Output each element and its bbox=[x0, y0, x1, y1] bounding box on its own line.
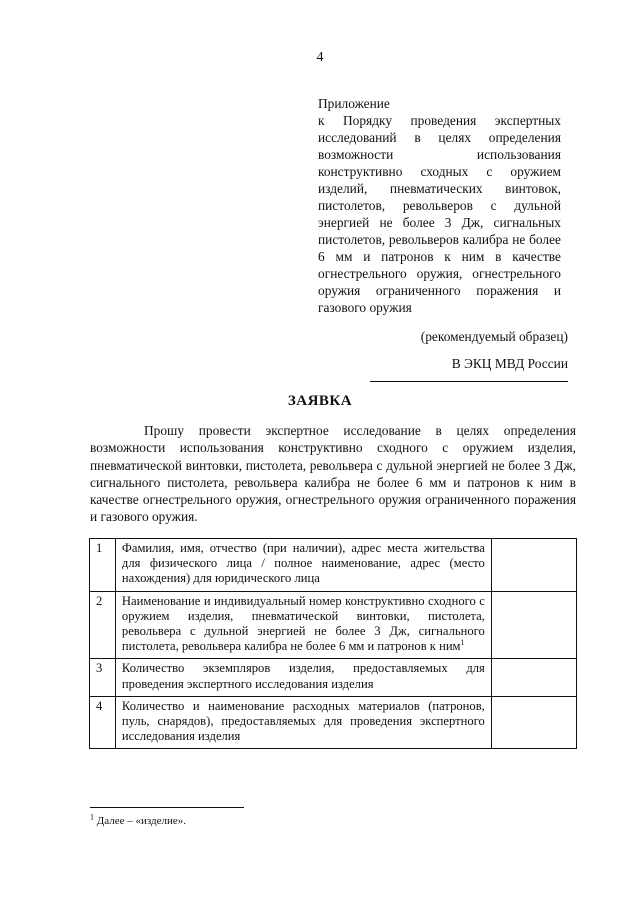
request-form-table bbox=[89, 538, 577, 749]
recipient: В ЭКЦ МВД России bbox=[451, 356, 568, 371]
footnote-reference: 1 bbox=[460, 638, 465, 648]
footnote-text: Далее – «изделие». bbox=[94, 815, 187, 827]
footnote-mark: 1 bbox=[90, 812, 94, 822]
footnote bbox=[90, 812, 187, 827]
row-description-text: Фамилия, имя, отчество (при наличии), адрес места жительства для физического лица / полное наименование, адрес (место нахождения) для юридического лица bbox=[121, 541, 485, 586]
appendix-block bbox=[318, 95, 561, 316]
row-description bbox=[115, 659, 491, 696]
row-number: 4 bbox=[90, 696, 116, 749]
row-description-text: Наименование и индивидуальный номер конструктивно сходного с оружием изделия, пневматической винтовки, пистолета, револьвера с дульной энергией не более 3 Дж, сигнального пистолета, револьвера калибра не более 6 мм и патронов к ним bbox=[121, 593, 485, 654]
sample-note: (рекомендуемый образец) bbox=[420, 329, 568, 344]
row-description bbox=[115, 539, 491, 592]
recipient-signature-line bbox=[370, 381, 568, 382]
row-value-field[interactable] bbox=[491, 591, 576, 659]
row-description-text: Количество экземпляров изделия, предоставляемых для проведения экспертного исследования изделия bbox=[121, 661, 485, 691]
row-value-field[interactable] bbox=[491, 539, 576, 592]
table-row bbox=[90, 591, 577, 659]
document-title: ЗАЯВКА bbox=[287, 393, 353, 409]
row-number: 2 bbox=[90, 591, 116, 659]
row-value-field[interactable] bbox=[491, 659, 576, 696]
page-number: 4 bbox=[316, 50, 324, 65]
table-row bbox=[90, 696, 577, 749]
row-description bbox=[115, 696, 491, 749]
row-description-text: Количество и наименование расходных материалов (патронов, пуль, снарядов), предоставляемых для проведения экспертного исследования изделия bbox=[121, 698, 485, 744]
appendix-heading: Приложение bbox=[318, 96, 390, 111]
row-value-field[interactable] bbox=[491, 696, 576, 749]
footnote-separator bbox=[90, 807, 244, 808]
request-body-text: Прошу провести экспертное исследование в целях определения возможности использования конструктивно сходного с оружием изделия, пневматической винтовки, пистолета, револьвера с дульной энергией не более 3 Дж, сигнального пистолета, револьвера калибра не более 6 мм и патронов к ним в качестве огнестрельного оружия, огнестрельного оружия ограниченного поражения и газового оружия. bbox=[90, 423, 576, 525]
table-row bbox=[90, 659, 577, 696]
row-number: 3 bbox=[90, 659, 116, 696]
table-row bbox=[90, 539, 577, 592]
appendix-text: к Порядку проведения экспертных исследований в целях определения возможности использования конструктивно сходных с оружием изделий, пневматических винтовок, пистолетов, револьверов с дульной энергией не более 3 Дж, сигнальных пистолетов, револьверов калибра не более 6 мм и патронов к ним в качестве огнестрельного оружия, огнестрельного оружия ограниченного поражения и газового оружия bbox=[318, 113, 561, 315]
row-description bbox=[115, 591, 491, 659]
row-number: 1 bbox=[90, 539, 116, 592]
